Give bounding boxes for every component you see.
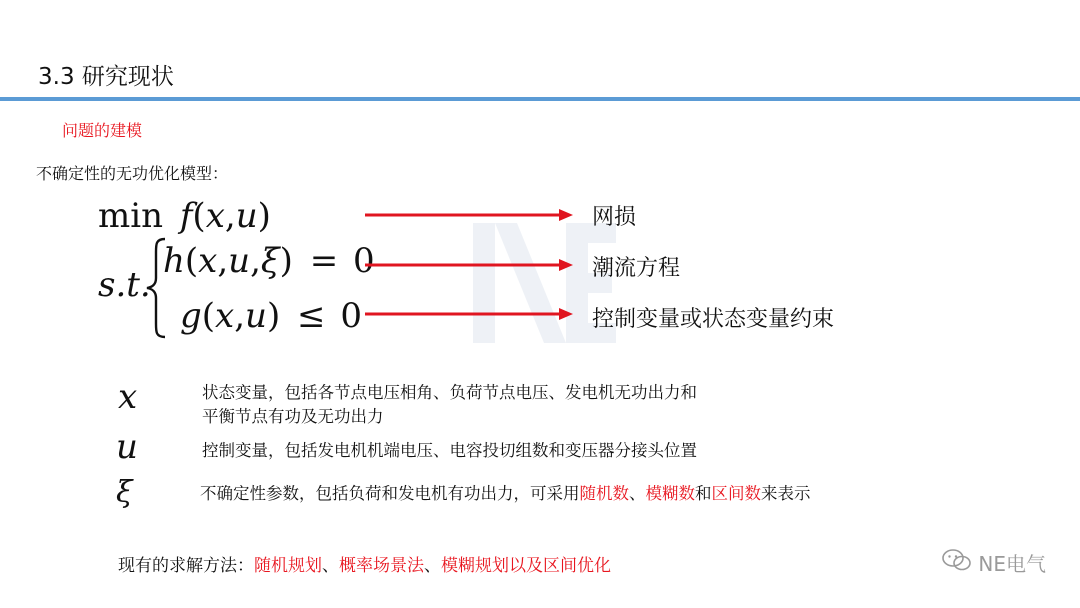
solution-methods-summary: [118, 551, 611, 576]
highlight-interval: 区间数: [711, 484, 761, 503]
arrow-constraint-g: [365, 306, 575, 322]
objective-formula: [98, 196, 271, 236]
var-u: u: [245, 296, 267, 336]
desc-u: 控制变量，包括发电机机端电压、电容投切组数和变压器分接头位置: [202, 441, 697, 460]
wechat-watermark: [942, 548, 1046, 577]
paren-close: ): [257, 196, 271, 236]
constraint-h-formula: [163, 241, 375, 281]
rhs-zero: 0: [353, 241, 375, 281]
var-u: u: [235, 196, 258, 236]
slide-title: 3.3 研究现状: [38, 64, 174, 90]
method-fuzzy-interval: 模糊规划以及区间优化: [441, 556, 611, 576]
comma: ,: [224, 196, 236, 236]
func-h: h: [163, 241, 185, 281]
sep: 、: [629, 484, 646, 503]
watermark-text: NE电气: [978, 552, 1046, 576]
sep: 、: [322, 556, 339, 576]
symbol-xi: ξ: [116, 475, 133, 510]
arrow-objective: [365, 207, 575, 223]
symbol-x: x: [118, 377, 138, 417]
equals-sign: =: [309, 241, 339, 281]
method-probabilistic-scenario: 概率场景法: [339, 556, 424, 576]
label-network-loss: 网损: [592, 205, 637, 230]
desc-x: [202, 381, 697, 429]
func-g: g: [180, 296, 202, 336]
paren-close: ): [279, 241, 293, 281]
paren-open: (: [184, 241, 199, 281]
symbol-u: u: [116, 427, 138, 467]
highlight-random: 随机数: [579, 484, 629, 503]
highlight-fuzzy: 模糊数: [645, 484, 695, 503]
leq-sign: ≤: [297, 296, 326, 336]
func-f: f: [179, 196, 193, 236]
label-variable-constraints: 控制变量或状态变量约束: [592, 307, 835, 332]
var-x: x: [215, 296, 235, 336]
var-x: x: [198, 241, 218, 281]
desc-xi-post: 来表示: [761, 484, 811, 503]
min-word: min: [98, 196, 164, 236]
desc-xi-pre: 不确定性参数，包括负荷和发电机有功出力，可采用: [200, 484, 580, 503]
desc-x-line1: 状态变量，包括各节点电压相角、负荷节点电压、发电机无功出力和: [202, 383, 697, 402]
constraint-g-formula: [180, 296, 362, 336]
wechat-icon: [942, 548, 972, 577]
title-underline: [0, 97, 1080, 101]
subject-to-label: s.t.: [98, 265, 151, 305]
var-xi: ξ: [260, 241, 280, 281]
desc-xi: [200, 482, 811, 506]
paren-close: ): [266, 296, 281, 336]
intro-text: 不确定性的无功优化模型：: [36, 164, 229, 183]
comma: ,: [234, 296, 246, 336]
arrow-constraint-h: [365, 257, 575, 273]
rhs-zero: 0: [340, 296, 362, 336]
comma: ,: [250, 241, 261, 281]
section-heading: 问题的建模: [62, 121, 143, 140]
var-u: u: [228, 241, 251, 281]
paren-open: (: [192, 196, 206, 236]
sep: 、: [424, 556, 441, 576]
label-power-flow: 潮流方程: [592, 256, 681, 281]
method-stochastic: 随机规划: [254, 556, 322, 576]
comma: ,: [217, 241, 229, 281]
desc-x-line2: 平衡节点有功及无功出力: [202, 407, 384, 426]
sep: 和: [695, 484, 712, 503]
var-x: x: [205, 196, 225, 236]
paren-open: (: [201, 296, 216, 336]
summary-prefix: 现有的求解方法：: [118, 556, 254, 576]
